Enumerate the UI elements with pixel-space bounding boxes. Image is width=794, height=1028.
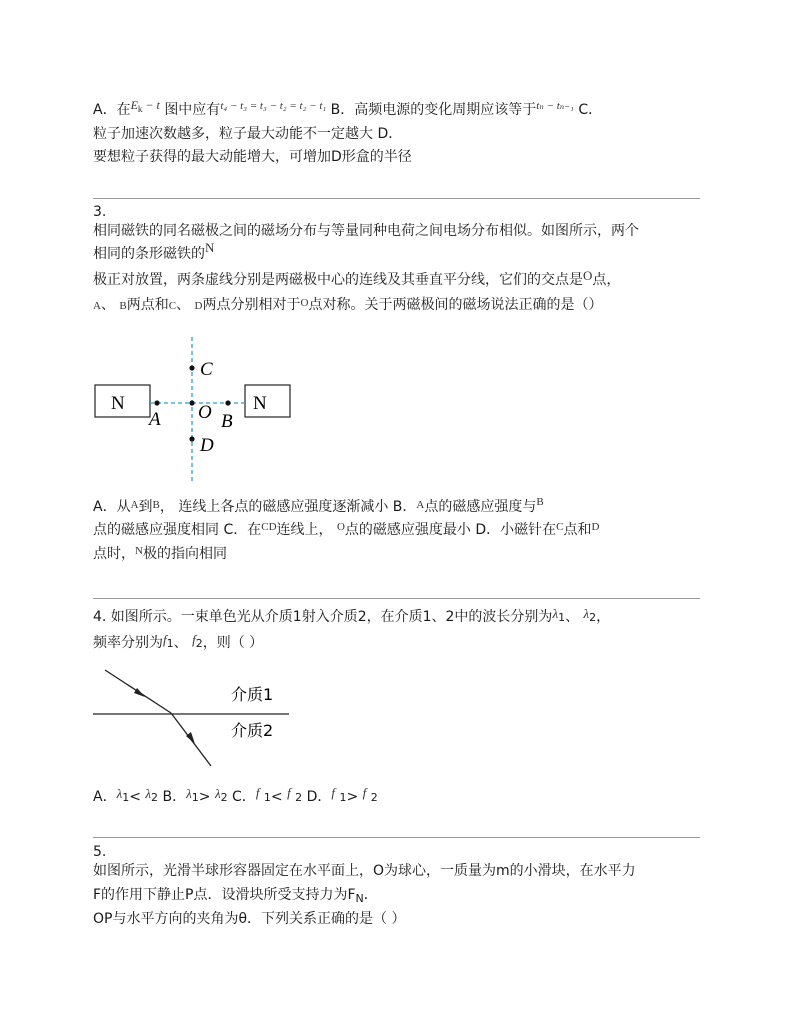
label-b: B (221, 411, 233, 432)
q2-option-a-math2: t₄ − t₃ = t₃ − t₂ = t₂ − t₁ (220, 100, 327, 112)
q4-refraction-figure (93, 668, 293, 770)
q5-stem-line2 (93, 887, 378, 905)
q4-opt-d-op: > (346, 789, 359, 805)
q5-line2-a: F的作用下静止P点．设滑块所受支持力为F (93, 887, 356, 903)
q5-number: 5. (93, 844, 107, 860)
q4-opt-a: A． (93, 789, 117, 805)
q3-stem-line4-d: 两点和 (126, 297, 169, 313)
q2-option-a-line (93, 98, 603, 119)
q3-ans3-c: 极的指向相同 (142, 546, 227, 562)
divider-3 (93, 837, 700, 838)
q4-opt-b-lambda2: λ (214, 786, 221, 801)
q4-opt-a-lambda2: λ (145, 786, 152, 801)
q4-opt-c-f2: f (287, 785, 291, 800)
label-o: O (198, 402, 212, 423)
q3-stem-line4-c: B (119, 300, 127, 312)
q3-stem-line4-h: 两点分别相对于 (202, 297, 301, 313)
q4-line1-lambda2: λ (583, 606, 590, 621)
q3-stem-line3-a: 极正对放置，两条虚线分别是两磁极中心的连线及其垂直平分线，它们的交点是 (93, 272, 583, 288)
q4-line2-sub2: 2 (195, 637, 203, 650)
q3-stem-line4-a: A (93, 300, 101, 312)
q4-opt-a-op: < (129, 789, 141, 805)
q3-ans1-g: A (416, 499, 425, 511)
q3-stem-line4 (93, 298, 602, 312)
q4-line1-lambda1: λ (552, 606, 559, 621)
q3-ans2-e: 点的磁感应强度最小 D．小磁针在 (344, 522, 557, 538)
q2-option-c-line (93, 127, 402, 141)
q2-option-a-label: A．在 (93, 102, 131, 118)
q4-opt-b-sub2: 2 (220, 791, 228, 804)
q4-opt-b: B． (162, 789, 187, 805)
q4-line1-sub2: 2 (589, 611, 597, 624)
q2-option-c-label: C． (578, 102, 603, 118)
q3-ans2-g: 点和 (563, 522, 592, 538)
q3-ans1-e: ， (159, 499, 174, 515)
label-c: C (200, 359, 213, 380)
q2-option-c-text: 粒子加速次数越多，粒子最大动能不一定越大 (93, 126, 373, 142)
right-magnet-label: N (253, 393, 267, 414)
q4-line1-b: 、 (565, 609, 580, 625)
q4-opt-d-f2: f (362, 785, 367, 800)
q3-ans1-a: A．从 (93, 499, 131, 515)
q2-option-b-text: B．高频电源的变化周期应该等于 (330, 102, 537, 118)
q4-line2-a: 频率分别为 (93, 635, 163, 651)
q5-stem-line3: OP与水平方向的夹角为θ．下列关系正确的是（ ） (93, 911, 406, 927)
q3-ans2-f: C (556, 521, 564, 533)
point-o (189, 400, 194, 405)
q4-opt-a-sub2: 2 (151, 791, 159, 804)
q2-option-a-ek: E (130, 98, 138, 112)
q3-ans2-d: O (336, 521, 345, 533)
q3-stem-line2 (93, 240, 215, 262)
q3-stem-line3-math: O (583, 268, 593, 283)
q3-stem-line4-e: C (168, 300, 177, 312)
q2-option-d-label: D． (377, 126, 403, 142)
medium2-label: 介质2 (231, 721, 274, 740)
q2-option-d-line (93, 150, 412, 164)
q4-stem-line1 (93, 606, 611, 625)
q3-ans2-h: D (591, 521, 600, 533)
q5-line2-b: ． (363, 887, 378, 903)
point-a (154, 400, 159, 405)
q3-stem-line2-text: 相同的条形磁铁的 (93, 246, 205, 262)
point-b (225, 400, 230, 405)
q3-ans1-c: 到 (138, 499, 153, 515)
q2-option-d-text: 要想粒子获得的最大动能增大，可增加D形盒的半径 (93, 149, 412, 165)
q3-ans2-b: CD (261, 521, 277, 533)
q4-line1-a: 4. 如图所示。一束单色光从介质1射入介质2，在介质1、2中的波长分别为 (93, 609, 553, 625)
q3-answer-line3 (93, 547, 227, 561)
q4-opt-b-sub1: 1 (191, 791, 199, 804)
q4-opt-d-sub1: 1 (339, 791, 347, 804)
q4-line1-sub1: 1 (558, 611, 566, 624)
q4-opt-c-sub1: 1 (263, 791, 271, 804)
point-c (189, 365, 194, 370)
q3-ans1-b: A (130, 499, 139, 511)
q4-line1-c: ， (596, 609, 611, 625)
q3-stem-line4-i: O (300, 297, 309, 309)
divider-2 (93, 598, 700, 599)
q3-stem-line4-j: 点对称。关于两磁极间的磁场说法正确的是（） (308, 297, 603, 313)
q4-opt-a-lambda1: λ (116, 786, 123, 801)
q3-stem-line1: 相同磁铁的同名磁极之间的磁场分布与等量同种电荷之间电场分布相似。如图所示，两个 (93, 223, 639, 239)
q3-ans3-a: 点时， (93, 546, 135, 562)
q3-number: 3. (93, 204, 107, 220)
q4-line2-c: ，则（ ） (202, 635, 264, 651)
q3-stem-line2-math: N (205, 240, 215, 255)
q5-line2-sub: N (355, 892, 364, 905)
q4-opt-b-op: > (198, 789, 211, 805)
q3-answer-line1 (93, 496, 544, 515)
q3-ans1-f: 连线上各点的磁感应强度逐渐减小 B． (178, 499, 417, 515)
q4-opt-c-op: < (270, 789, 283, 805)
q3-answer-line2 (93, 523, 599, 537)
q2-option-a-ek-sub: k (137, 104, 143, 114)
q3-stem-line3-b: 点， (592, 272, 621, 288)
divider-1 (93, 198, 700, 199)
q3-ans2-c: 连线上， (276, 522, 333, 538)
q4-opt-c-sub2: 2 (295, 791, 303, 804)
q3-ans1-h: 点的磁感应强度与 (424, 499, 537, 515)
q3-stem-line4-b: 、 (100, 297, 115, 313)
q4-line2-f1: f (163, 632, 167, 647)
q2-option-a-mid: 图中应有 (164, 102, 221, 118)
q4-line2-b: 、 (173, 635, 188, 651)
q4-opt-d-sub2: 2 (370, 791, 378, 804)
q3-magnet-figure (93, 335, 303, 483)
q4-options-line (93, 785, 378, 805)
q4-opt-b-lambda1: λ (186, 786, 192, 801)
q2-option-b-math: tₙ − tₙ₋₁ (536, 100, 574, 112)
q4-opt-d: D． (306, 789, 332, 805)
q4-opt-c-f1: f (255, 785, 260, 800)
q3-ans3-b: N (135, 545, 143, 557)
right-magnet (245, 385, 290, 417)
q3-stem-line3 (93, 268, 621, 288)
q4-opt-d-f1: f (331, 785, 336, 800)
medium1-label: 介质1 (231, 685, 274, 704)
label-a: A (149, 409, 161, 430)
point-d (189, 436, 194, 441)
q3-ans2-a: 点的磁感应强度相同 C．在 (93, 522, 262, 538)
q5-stem-line1: 如图所示，光滑半球形容器固定在水平面上，O为球心，一质量为m的小滑块，在水平力 (93, 863, 636, 879)
q2-option-a-math1 (131, 98, 160, 112)
left-magnet-label: N (111, 393, 125, 414)
q4-opt-a-sub1: 1 (122, 791, 130, 804)
label-d: D (200, 435, 214, 456)
q3-stem-line4-f: 、 (176, 297, 191, 313)
q4-line2-f2: f (192, 632, 196, 647)
q2-option-a-ek-rest: − t (142, 98, 160, 112)
q3-ans1-d: B (152, 499, 160, 511)
q4-line2-sub1: 1 (166, 637, 174, 650)
q4-opt-c: C． (232, 789, 256, 805)
q3-stem-line4-g: D (194, 300, 203, 312)
q4-stem-line2 (93, 632, 264, 651)
q3-ans1-i: B (536, 496, 544, 508)
